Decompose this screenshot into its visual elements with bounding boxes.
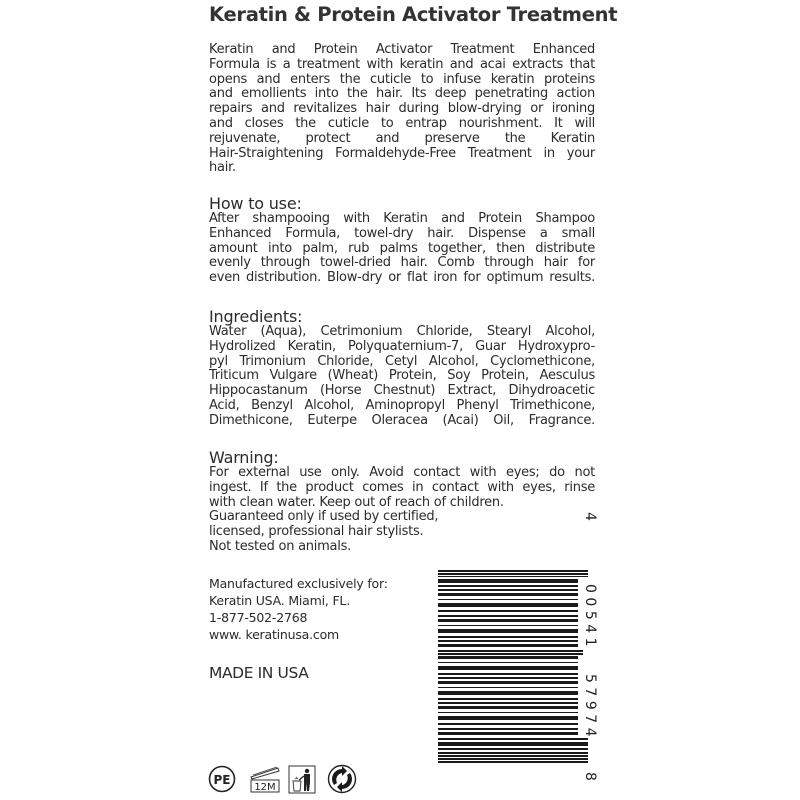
how-to-use-line: amount into palm, rub palms together, then distribute	[209, 240, 595, 256]
barcode-bar	[438, 698, 578, 700]
barcode-bar	[438, 650, 583, 652]
svg-text:12M: 12M	[254, 782, 276, 793]
barcode-bar	[438, 625, 578, 626]
barcode-bar	[438, 599, 578, 600]
barcode	[438, 512, 598, 781]
barcode-bar	[438, 755, 588, 757]
how-to-use-line: evenly through towel-dried hair. Comb through hair for	[209, 255, 595, 271]
how-to-use-paragraph	[209, 212, 595, 286]
barcode-bar	[438, 758, 588, 760]
barcode-bar	[438, 644, 578, 647]
description-line: and emollients into the hair. Its deep penetrating action	[209, 86, 595, 102]
green-dot-icon	[327, 764, 357, 794]
manufacturer-address: Keratin USA. Miami, FL.	[209, 593, 350, 608]
ingredients-paragraph	[209, 325, 595, 429]
description-paragraph	[209, 43, 595, 176]
ingredients-line: Water (Aqua), Cetrimonium Chloride, Stearyl Alcohol,	[209, 324, 595, 339]
ingredients-line: Hydrolized Keratin, Polyquaternium-7, Guar Hydroxypro-	[209, 338, 595, 354]
barcode-bar	[438, 653, 583, 655]
ingredients-heading: Ingredients:	[209, 307, 303, 326]
barcode-bar	[438, 585, 578, 587]
barcode-bar	[438, 677, 578, 679]
ingredients-line: Triticum Vulgare (Wheat) Protein, Soy Protein, Aesculus	[209, 368, 595, 384]
ingredients-line: pyl Trimonium Chloride, Cetyl Alcohol, Cyclomethicone,	[209, 353, 595, 369]
barcode-bar	[438, 603, 578, 607]
warning-line: with clean water. Keep out of reach of children.	[209, 494, 504, 510]
barcode-bar	[438, 691, 578, 695]
description-line: Hair-Straightening Formaldehyde-Free Treatment in your	[209, 145, 595, 161]
description-line: Formula is a treatment with keratin and acai extracts that	[209, 56, 595, 72]
barcode-digits-right: 00541	[582, 584, 598, 652]
warning-line: licensed, professional hair stylists.	[209, 524, 424, 540]
how-to-use-line: After shampooing with Keratin and Protein Shampoo	[209, 211, 595, 226]
barcode-bar	[438, 573, 588, 575]
how-to-use-line: Enhanced Formula, towel-dry hair. Dispense a small	[209, 225, 595, 241]
barcode-digits-left: 57974	[582, 674, 598, 742]
barcode-digit-first: 8	[582, 772, 598, 781]
how-to-use-heading: How to use:	[209, 194, 302, 213]
barcode-bar	[438, 748, 588, 750]
warning-line: ingest. If the product comes in contact with eyes, rinse	[209, 479, 595, 495]
barcode-bar	[438, 589, 578, 591]
barcode-bar	[438, 712, 578, 713]
ingredients-line: Acid, Benzyl Alcohol, Aminopropyl Phenyl Trimethicone,	[209, 397, 595, 413]
how-to-use-line: even distribution. Blow-dry or flat iron for optimum results.	[209, 270, 595, 286]
manufacturer-website: www. keratinusa.com	[209, 627, 340, 642]
description-line: repairs and revitalizes hair during blow-drying or ironing	[209, 101, 595, 117]
barcode-bar	[438, 666, 578, 670]
barcode-bar	[438, 687, 578, 688]
barcode-bar	[438, 656, 578, 659]
period-after-opening-icon	[248, 764, 282, 794]
warning-line: For external use only. Avoid contact with eyes; do not	[209, 465, 595, 480]
barcode-bar	[438, 742, 588, 746]
description-line: hair.	[209, 160, 236, 176]
barcode-bar	[438, 738, 588, 740]
barcode-bar	[438, 636, 578, 638]
barcode-bar	[438, 619, 578, 622]
warning-heading: Warning:	[209, 448, 279, 467]
barcode-bar	[438, 673, 578, 675]
ingredients-line: Dimethicone, Euterpe Oleracea (Acai) Oil, Fragrance.	[209, 412, 595, 428]
made-in-usa: MADE IN USA	[209, 664, 309, 682]
barcode-bar	[438, 681, 578, 684]
barcode-bar	[438, 728, 578, 730]
barcode-bar	[438, 640, 578, 642]
manufacturer-info	[209, 575, 388, 643]
barcode-bar	[438, 702, 578, 704]
description-line: opens and enters the cuticle to infuse keratin proteins	[209, 71, 595, 87]
barcode-bar	[438, 615, 578, 617]
ingredients-line: Hippocastanum (Horse Chestnut) Extract, Dihydroacetic	[209, 383, 595, 399]
barcode-bar	[438, 570, 588, 572]
barcode-bar	[438, 761, 588, 763]
warning-paragraph	[209, 466, 595, 555]
pe-recycling-icon	[208, 764, 236, 794]
barcode-bar	[438, 662, 578, 663]
barcode-bar	[438, 752, 588, 754]
product-title: Keratin & Protein Activator Treatment	[209, 3, 618, 26]
description-line: and closes the cuticle to entrap nourishment. It will	[209, 115, 595, 131]
tidyman-icon	[288, 764, 316, 794]
packaging-symbols	[206, 764, 366, 796]
barcode-bar	[438, 610, 578, 612]
barcode-digit-last: 4	[582, 512, 598, 521]
manufacturer-line: Manufactured exclusively for:	[209, 576, 388, 591]
barcode-bar	[438, 629, 578, 633]
svg-text:PE: PE	[213, 773, 231, 787]
warning-line: Not tested on animals.	[209, 538, 352, 554]
description-line: Keratin and Protein Activator Treatment Enhanced	[209, 42, 595, 57]
barcode-bar	[438, 716, 578, 720]
description-line: rejuvenate, protect and preserve the Keratin	[209, 130, 595, 146]
barcode-bar	[438, 579, 578, 583]
barcode-bar	[438, 723, 578, 725]
barcode-bar	[438, 593, 578, 596]
barcode-bar	[438, 576, 588, 577]
barcode-bar	[438, 706, 578, 709]
barcode-bar	[438, 732, 578, 735]
manufacturer-phone: 1-877-502-2768	[209, 610, 308, 625]
warning-line: Guaranteed only if used by certified,	[209, 509, 439, 525]
